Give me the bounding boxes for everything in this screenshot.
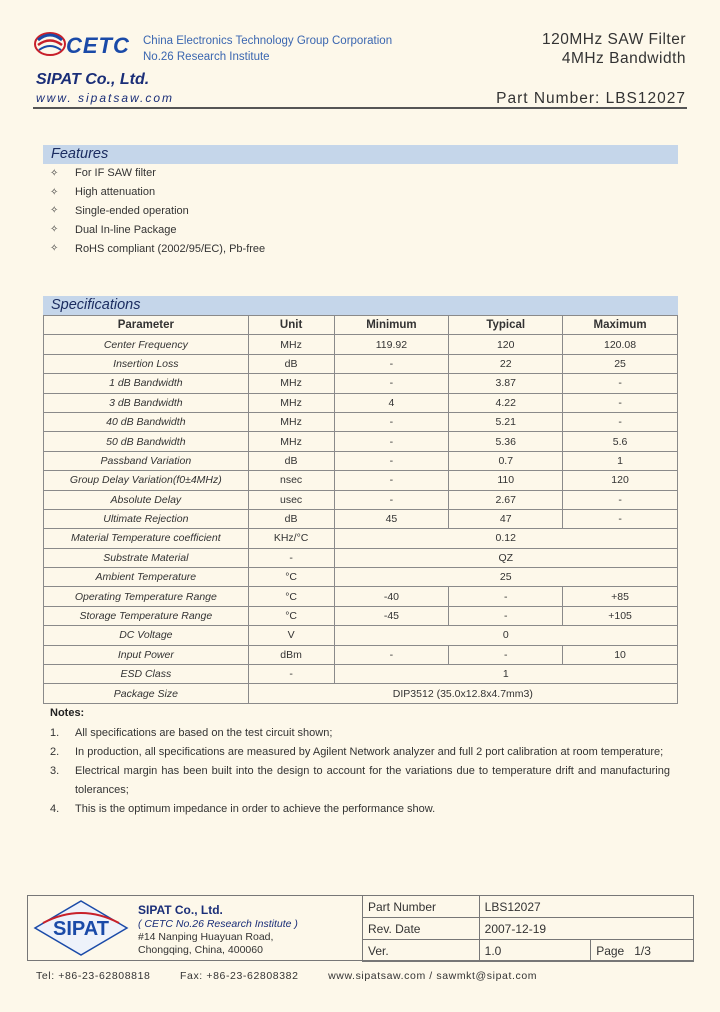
column-header: Maximum <box>563 316 678 335</box>
footer-info-table <box>362 895 694 962</box>
value-cell: 4 <box>334 393 449 412</box>
table-row <box>44 684 678 703</box>
value-cell: V <box>248 626 334 645</box>
value-cell: 0.7 <box>449 451 563 470</box>
part-number-heading: Part Number: LBS12027 <box>496 90 686 107</box>
value-cell: - <box>334 471 449 490</box>
note-item: 1. All specifications are based on the test circuit shown; <box>50 727 333 739</box>
value-cell: - <box>334 412 449 431</box>
value-cell: MHz <box>248 393 334 412</box>
rev-date-value: 2007-12-19 <box>479 918 693 940</box>
value-cell: MHz <box>248 374 334 393</box>
column-header: Minimum <box>334 316 449 335</box>
value-cell: 0.12 <box>334 529 677 548</box>
company-name: SIPAT Co., Ltd. <box>36 71 150 88</box>
column-header: Parameter <box>44 316 249 335</box>
note-item: 3. Electrical margin has been built into the design to account for the variations due to temperature drift and manufacturing tolerances; <box>50 765 670 796</box>
value-cell: 5.21 <box>449 412 563 431</box>
parameter-cell: Ambient Temperature <box>44 568 249 587</box>
value-cell: - <box>334 490 449 509</box>
value-cell: - <box>563 374 678 393</box>
value-cell: 4.22 <box>449 393 563 412</box>
value-cell: 110 <box>449 471 563 490</box>
parameter-cell: Operating Temperature Range <box>44 587 249 606</box>
doc-title-line2: 4MHz Bandwidth <box>561 50 686 67</box>
diamond-bullet-icon: ✧ <box>50 167 59 179</box>
feature-item: ✧ For IF SAW filter <box>50 167 156 180</box>
value-cell: dB <box>248 354 334 373</box>
table-row <box>44 509 678 528</box>
footer-row <box>363 896 694 918</box>
org-name-line2: No.26 Research Institute <box>143 51 270 63</box>
value-cell: 25 <box>334 568 677 587</box>
specifications-table <box>43 315 678 704</box>
value-cell: - <box>563 509 678 528</box>
feature-item: ✧ Single-ended operation <box>50 204 189 217</box>
feature-item: ✧ RoHS compliant (2002/95/EC), Pb-free <box>50 242 266 255</box>
value-cell: dBm <box>248 645 334 664</box>
parameter-cell: Passband Variation <box>44 451 249 470</box>
version-value: 1.0 <box>479 940 591 962</box>
note-item: 2. In production, all specifications are measured by Agilent Network analyzer and full 2 port calibration at room temperature; <box>50 746 664 758</box>
table-row <box>44 354 678 373</box>
header-divider <box>33 107 687 109</box>
value-cell: MHz <box>248 432 334 451</box>
value-cell: °C <box>248 568 334 587</box>
value-cell: +105 <box>563 606 678 625</box>
table-row <box>44 451 678 470</box>
contact-line <box>36 970 686 982</box>
web-email-text[interactable]: www.sipatsaw.com / sawmkt@sipat.com <box>328 970 538 982</box>
sipat-logo-text: SIPAT <box>53 918 109 940</box>
parameter-cell: Package Size <box>44 684 249 703</box>
footer-row <box>363 918 694 940</box>
value-cell: QZ <box>334 548 677 567</box>
diamond-bullet-icon: ✧ <box>50 205 59 217</box>
value-cell: °C <box>248 587 334 606</box>
table-row <box>44 393 678 412</box>
table-row <box>44 548 678 567</box>
value-cell: nsec <box>248 471 334 490</box>
table-row <box>44 529 678 548</box>
value-cell: - <box>449 606 563 625</box>
value-cell: 1 <box>563 451 678 470</box>
value-cell: - <box>449 587 563 606</box>
table-row <box>44 665 678 684</box>
value-cell: +85 <box>563 587 678 606</box>
table-row <box>44 587 678 606</box>
specifications-heading: Specifications <box>43 296 678 315</box>
value-cell: 47 <box>449 509 563 528</box>
parameter-cell: Material Temperature coefficient <box>44 529 249 548</box>
value-cell: 0 <box>334 626 677 645</box>
tel-text: Tel: +86-23-62808818 <box>36 970 151 982</box>
cetc-logo-text: CETC <box>66 33 130 58</box>
parameter-cell: Input Power <box>44 645 249 664</box>
page-info: Page 1/3 <box>591 940 694 962</box>
value-cell: - <box>334 451 449 470</box>
table-row <box>44 626 678 645</box>
value-cell: 3.87 <box>449 374 563 393</box>
parameter-cell: Storage Temperature Range <box>44 606 249 625</box>
table-row <box>44 374 678 393</box>
table-row <box>44 568 678 587</box>
value-cell: 2.67 <box>449 490 563 509</box>
value-cell: usec <box>248 490 334 509</box>
value-cell: MHz <box>248 335 334 354</box>
parameter-cell: 50 dB Bandwidth <box>44 432 249 451</box>
version-label: Ver. <box>363 940 480 962</box>
parameter-cell: Substrate Material <box>44 548 249 567</box>
value-cell: 22 <box>449 354 563 373</box>
value-cell: dB <box>248 451 334 470</box>
table-row <box>44 335 678 354</box>
parameter-cell: ESD Class <box>44 665 249 684</box>
value-cell: 10 <box>563 645 678 664</box>
value-cell: 120 <box>563 471 678 490</box>
feature-item: ✧ High attenuation <box>50 186 156 199</box>
sipat-logo-icon <box>33 899 129 957</box>
value-cell: - <box>334 645 449 664</box>
value-cell: - <box>563 412 678 431</box>
value-cell: - <box>334 374 449 393</box>
parameter-cell: Insertion Loss <box>44 354 249 373</box>
rev-date-label: Rev. Date <box>363 918 480 940</box>
value-cell: - <box>334 432 449 451</box>
value-cell: - <box>563 490 678 509</box>
value-cell: 45 <box>334 509 449 528</box>
parameter-cell: Absolute Delay <box>44 490 249 509</box>
features-heading: Features <box>43 145 678 164</box>
doc-title-line1: 120MHz SAW Filter <box>541 31 686 48</box>
footer-address1: #14 Nanping Huayuan Road, <box>138 931 274 943</box>
website-link[interactable]: www. sipatsaw.com <box>36 91 175 105</box>
value-cell: MHz <box>248 412 334 431</box>
value-cell: °C <box>248 606 334 625</box>
parameter-cell: Group Delay Variation(f0±4MHz) <box>44 471 249 490</box>
part-number-value: LBS12027 <box>479 896 693 918</box>
value-cell: - <box>248 548 334 567</box>
footer-address2: Chongqing, China, 400060 <box>138 944 263 956</box>
value-cell: 25 <box>563 354 678 373</box>
diamond-bullet-icon: ✧ <box>50 243 59 255</box>
parameter-cell: 40 dB Bandwidth <box>44 412 249 431</box>
parameter-cell: DC Voltage <box>44 626 249 645</box>
parameter-cell: 3 dB Bandwidth <box>44 393 249 412</box>
parameter-cell: Center Frequency <box>44 335 249 354</box>
table-header-row <box>44 316 678 335</box>
diamond-bullet-icon: ✧ <box>50 186 59 198</box>
value-cell: - <box>248 665 334 684</box>
feature-item: ✧ Dual In-line Package <box>50 223 177 236</box>
fax-text: Fax: +86-23-62808382 <box>180 970 299 982</box>
value-cell: 119.92 <box>334 335 449 354</box>
parameter-cell: 1 dB Bandwidth <box>44 374 249 393</box>
part-number-label: Part Number <box>363 896 480 918</box>
value-cell: 1 <box>334 665 677 684</box>
value-cell: 5.36 <box>449 432 563 451</box>
value-cell: -45 <box>334 606 449 625</box>
value-cell: - <box>334 354 449 373</box>
value-cell: dB <box>248 509 334 528</box>
table-row <box>44 606 678 625</box>
org-name-line1: China Electronics Technology Group Corporation <box>143 35 393 47</box>
notes-list <box>50 724 670 819</box>
features-list <box>50 164 265 258</box>
column-header: Typical <box>449 316 563 335</box>
table-row <box>44 645 678 664</box>
footer-company: SIPAT Co., Ltd. <box>138 903 223 917</box>
footer-row <box>363 940 694 962</box>
table-row <box>44 490 678 509</box>
table-row <box>44 432 678 451</box>
footer-institute: ( CETC No.26 Research Institute ) <box>138 918 298 930</box>
value-cell: 5.6 <box>563 432 678 451</box>
diamond-bullet-icon: ✧ <box>50 224 59 236</box>
table-row <box>44 412 678 431</box>
value-cell: -40 <box>334 587 449 606</box>
value-cell: DIP3512 (35.0x12.8x4.7mm3) <box>248 684 677 703</box>
value-cell: 120 <box>449 335 563 354</box>
value-cell: KHz/°C <box>248 529 334 548</box>
value-cell: - <box>449 645 563 664</box>
table-row <box>44 471 678 490</box>
value-cell: - <box>563 393 678 412</box>
parameter-cell: Ultimate Rejection <box>44 509 249 528</box>
value-cell: 120.08 <box>563 335 678 354</box>
notes-title: Notes: <box>50 707 85 719</box>
column-header: Unit <box>248 316 334 335</box>
note-item: 4. This is the optimum impedance in order to achieve the performance show. <box>50 803 436 815</box>
